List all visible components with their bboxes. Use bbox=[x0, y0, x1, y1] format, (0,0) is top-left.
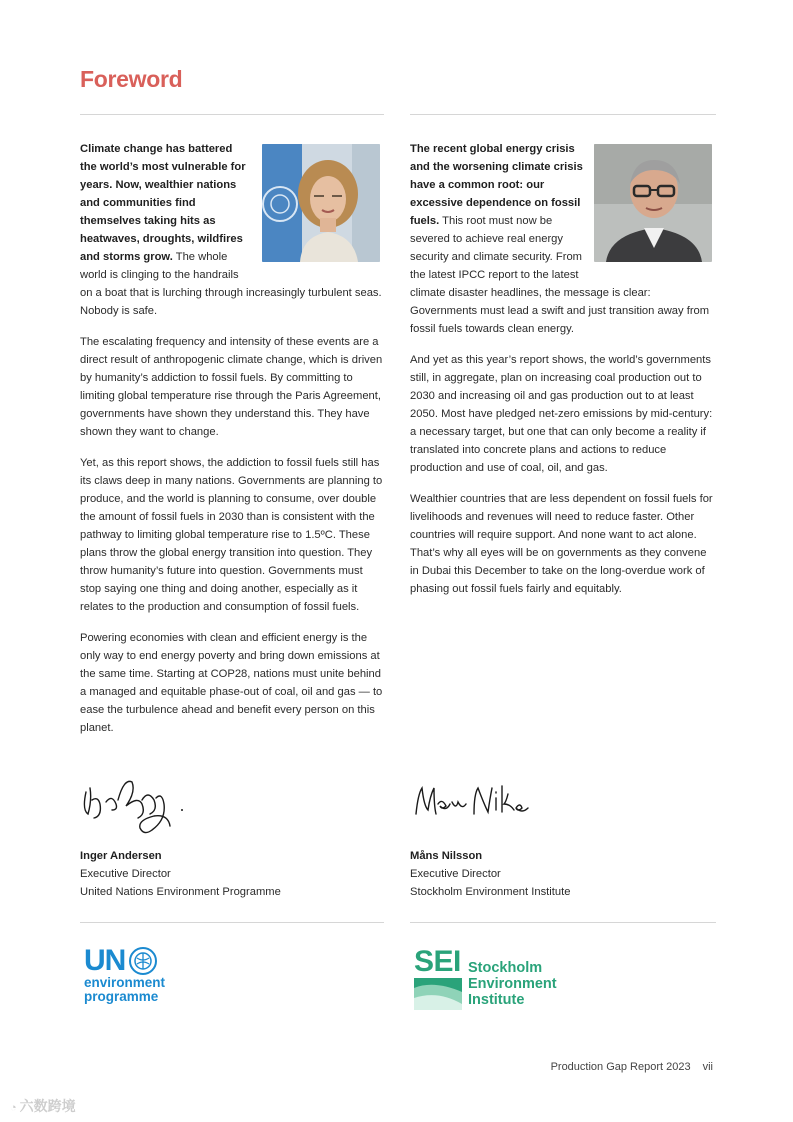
unep-logo-line1: environment bbox=[84, 975, 166, 990]
page-footer bbox=[551, 1061, 713, 1073]
portrait-inger-andersen bbox=[262, 144, 380, 262]
right-paragraph-1: And yet as this year’s report shows, the world’s governments still, in aggregate, plan on increasing coal production out to 2030 and increasing oil and gas production out to at least 2050. Most have pledged net-zero emissions by mid-century: a necessary target, but one that can only become a reality if translated into concrete plans and actions to reduce production and use of coal, oil, and gas. bbox=[410, 354, 713, 474]
unep-logo-mark: UN bbox=[84, 944, 126, 977]
left-paragraph-2: Yet, as this report shows, the addiction to fossil fuels still has its claws deep in many nations. Governments are planning to produce, and the world is planning to consume, over double the amount of fossil fuels in 2030 than is consistent with the pathway to limiting global temperature rise to 1.5ºC. These plans throw the global energy transition into question. They throw humanity’s future into question. Governments must stop saying one thing and doing another, especially as it relates to the production and consumption of fossil fuels. bbox=[80, 457, 383, 613]
signer-name: Måns Nilsson bbox=[410, 850, 483, 862]
signature-inger-andersen bbox=[80, 770, 190, 840]
portrait-mans-nilsson bbox=[594, 144, 712, 262]
signer-organization: Stockholm Environment Institute bbox=[410, 886, 571, 898]
right-top-divider bbox=[410, 114, 716, 115]
left-paragraph-3: Powering economies with clean and efficient energy is the only way to end energy poverty and bring down emissions at the same time. Starting at COP28, nations must unite behind a managed and equitable phase-out of coal, oil and gas — to ease the turbulence ahead and benefit every person on this planet. bbox=[80, 632, 383, 734]
unep-emblem-icon bbox=[128, 946, 158, 976]
left-lead-text: Climate change has battered the world’s most vulnerable for years. Now, wealthier nations and communities find themselves taking hits as heatwaves, droughts, wildfires and storms grow. bbox=[80, 143, 246, 263]
sei-logo-line3: Institute bbox=[468, 992, 525, 1008]
watermark-text: 六数跨境 bbox=[19, 1098, 76, 1114]
sei-logo-line2: Environment bbox=[468, 976, 557, 992]
page-number: vii bbox=[702, 1061, 713, 1073]
signer-organization: United Nations Environment Programme bbox=[80, 886, 281, 898]
watermark-icon: ◔ bbox=[10, 1102, 17, 1114]
sei-logo bbox=[414, 945, 557, 1010]
right-paragraph-2: Wealthier countries that are less dependent on fossil fuels for livelihoods and revenues will need to reduce faster. Other countries will require support. And none want to act alone. That’s why all eyes will be on governments as they convene in Dubai this December to take on the long-overdue work of phasing out fossil fuels fairly and equitably. bbox=[410, 493, 713, 595]
left-bottom-divider bbox=[80, 922, 384, 923]
signer-block-right bbox=[410, 847, 570, 901]
page-title: Foreword bbox=[80, 66, 183, 92]
unep-logo bbox=[84, 946, 165, 1004]
left-column bbox=[80, 140, 384, 750]
signer-role: Executive Director bbox=[80, 868, 171, 880]
watermark bbox=[10, 1096, 76, 1116]
sei-logo-line1: Stockholm bbox=[468, 960, 543, 976]
left-paragraph-1: The escalating frequency and intensity of these events are a direct result of anthropogenic climate change, which is driven by humanity’s addiction to fossil fuels. By committing to limiting global temperature rise through the Paris Agreement, governments have shown they understand this. They have shown they want to change. bbox=[80, 336, 383, 438]
portrait-image bbox=[594, 144, 712, 262]
unep-logo-line2: programme bbox=[84, 989, 159, 1004]
portrait-image bbox=[262, 144, 380, 262]
right-column bbox=[410, 140, 716, 611]
signature-mans-nilsson bbox=[412, 780, 532, 824]
footer-report-title: Production Gap Report 2023 bbox=[550, 1061, 691, 1073]
signer-role: Executive Director bbox=[410, 868, 501, 880]
right-lead-continuation: This root must now be severed to achieve real energy security and climate security. From the latest IPCC report to the latest climate disaster headlines, the message is clear: Governments must lead a swift and just transition away from fossil fuels towards clean energy. bbox=[410, 215, 710, 335]
signer-block-left bbox=[80, 847, 281, 901]
sei-logo-mark: SEI bbox=[414, 945, 461, 978]
right-lead-text: The recent global energy crisis and the worsening climate crisis have a common root: our excessive dependence on fossil fuels. bbox=[410, 143, 583, 227]
signer-name: Inger Andersen bbox=[80, 850, 162, 862]
left-top-divider bbox=[80, 114, 384, 115]
left-lead-continuation: The whole world is clinging to the handrails on a boat that is lurching through increasingly turbulent seas. Nobody is safe. bbox=[80, 251, 382, 317]
sei-wave-icon bbox=[414, 978, 462, 1010]
right-bottom-divider bbox=[410, 922, 716, 923]
